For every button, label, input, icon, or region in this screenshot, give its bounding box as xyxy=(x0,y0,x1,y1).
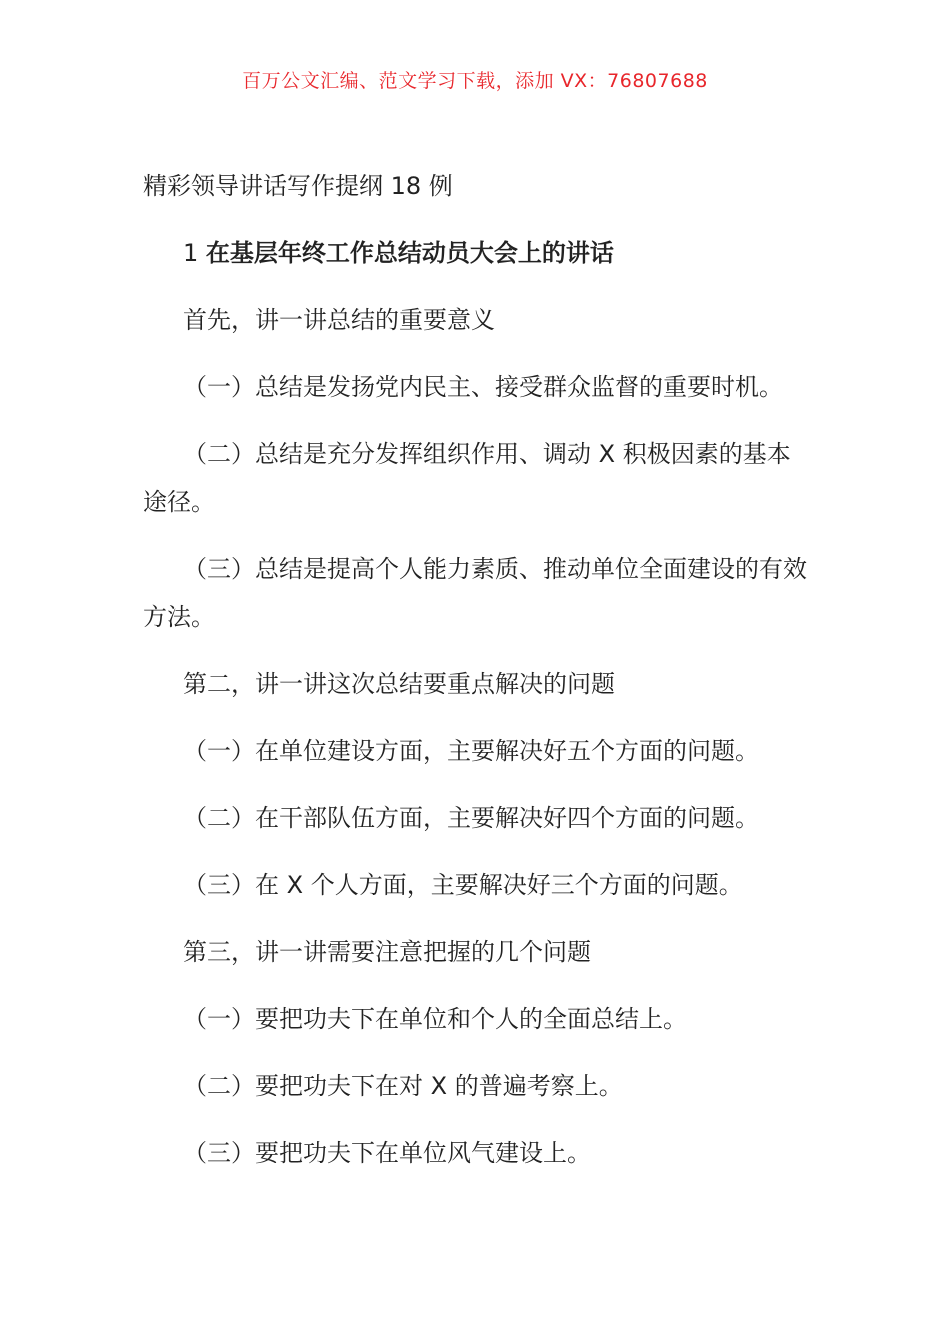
paragraph-1: 首先，讲一讲总结的重要意义 xyxy=(183,306,495,334)
paragraph-8: （三）在 X 个人方面，主要解决好三个方面的问题。 xyxy=(183,871,743,899)
paragraph-9: 第三，讲一讲需要注意把握的几个问题 xyxy=(183,938,591,966)
document-title: 精彩领导讲话写作提纲 18 例 xyxy=(143,172,453,200)
section-number: 1 xyxy=(183,239,199,267)
paragraph-10: （一）要把功夫下在单位和个人的全面总结上。 xyxy=(183,1005,687,1033)
section-heading xyxy=(143,229,811,277)
document-body xyxy=(143,162,811,1196)
section-title: 在基层年终工作总结动员大会上的讲话 xyxy=(205,239,614,267)
paragraph-5: 第二，讲一讲这次总结要重点解决的问题 xyxy=(183,670,615,698)
paragraph-6: （一）在单位建设方面，主要解决好五个方面的问题。 xyxy=(183,737,759,765)
paragraph-2: （一）总结是发扬党内民主、接受群众监督的重要时机。 xyxy=(183,373,783,401)
paragraph-7: （二）在干部队伍方面，主要解决好四个方面的问题。 xyxy=(183,804,759,832)
paragraph-11: （二）要把功夫下在对 X 的普遍考察上。 xyxy=(183,1072,623,1100)
paragraph-12: （三）要把功夫下在单位风气建设上。 xyxy=(183,1139,591,1167)
paragraph-4: （三）总结是提高个人能力素质、推动单位全面建设的有效方法。 xyxy=(143,555,807,631)
header-banner: 百万公文汇编、范文学习下载，添加 VX：76807688 xyxy=(242,70,708,92)
paragraph-3: （二）总结是充分发挥组织作用、调动 X 积极因素的基本途径。 xyxy=(143,440,791,516)
